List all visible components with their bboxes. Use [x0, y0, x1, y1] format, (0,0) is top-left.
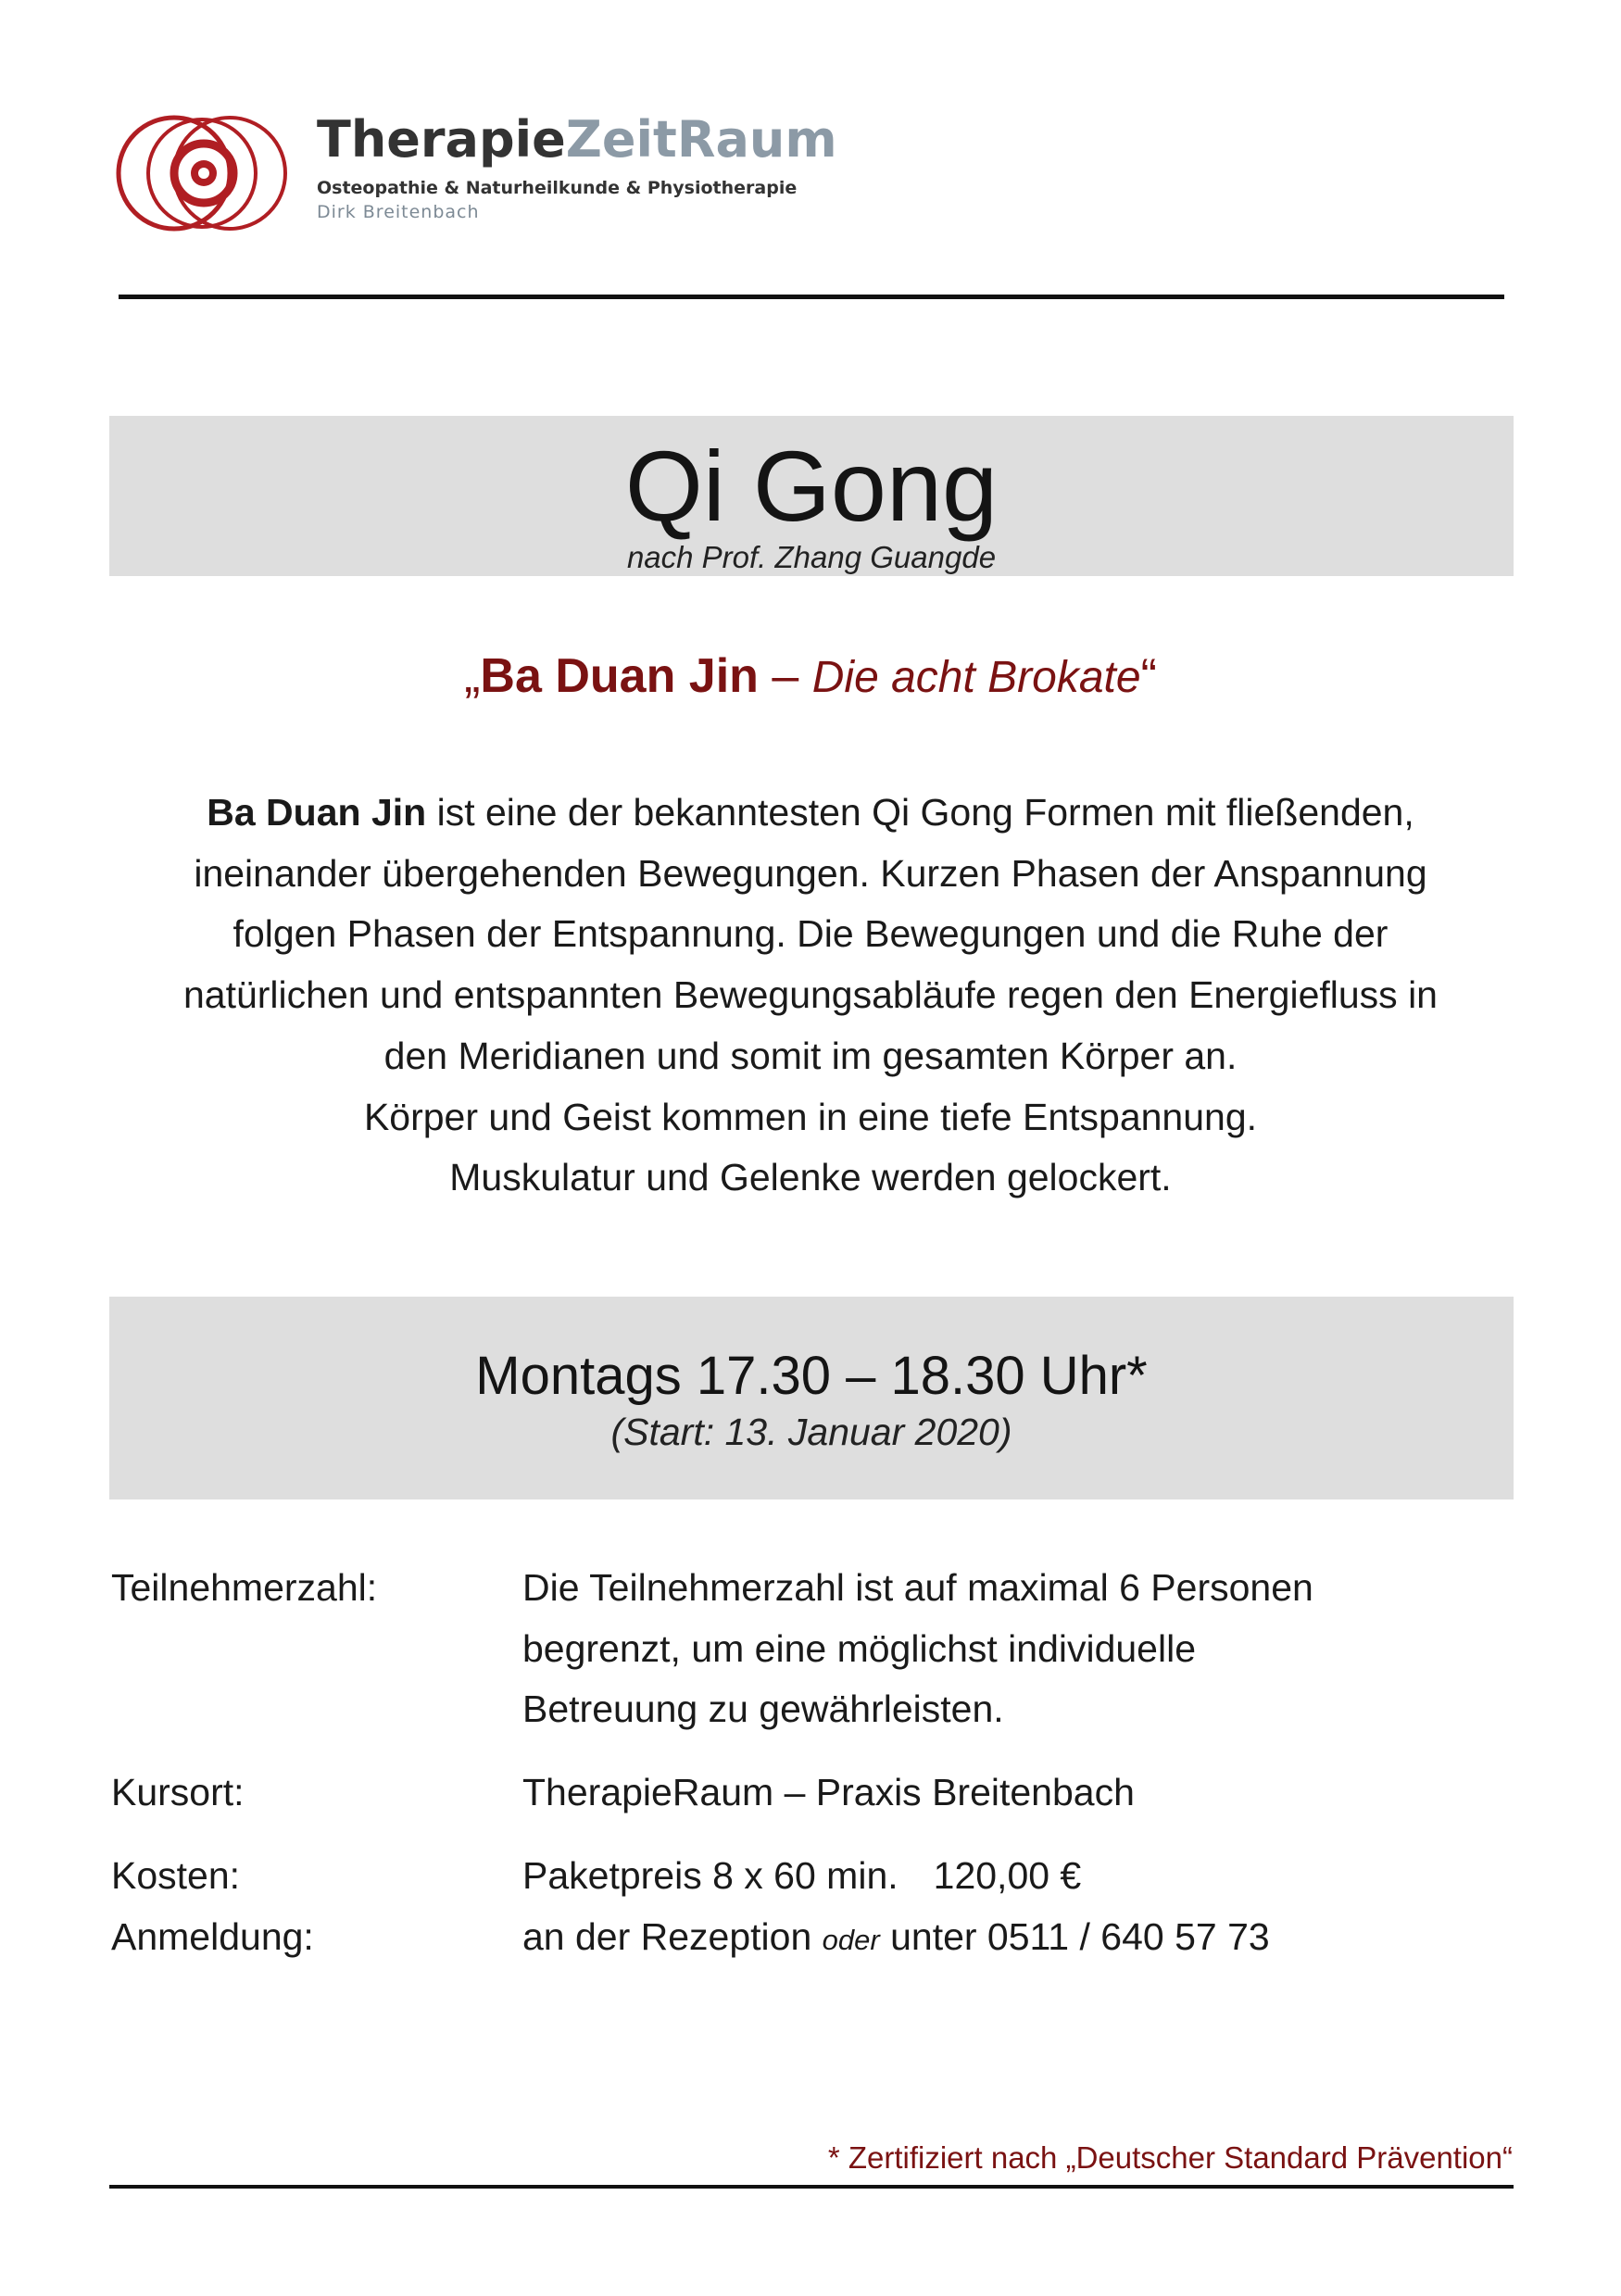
logo-text [317, 111, 837, 222]
costs-row [111, 1846, 1510, 1907]
registration-label: Anmeldung: [111, 1914, 314, 1958]
registration-value [522, 1907, 1510, 1971]
course-details [111, 1558, 1510, 1970]
registration-phone: unter 0511 / 640 57 73 [879, 1914, 1270, 1958]
costs-value [522, 1846, 1510, 1907]
form-heading-subtitle: Die acht Brokate [811, 653, 1141, 702]
circles-logo-icon [111, 111, 296, 236]
description-line: ineinander übergehenden Bewegungen. Kurzen Phasen der Anspannung [194, 851, 1427, 895]
participants-line: Die Teilnehmerzahl ist auf maximal 6 Personen [522, 1566, 1313, 1609]
form-heading-close-quote: “ [1140, 649, 1157, 703]
description [111, 783, 1510, 1209]
registration-oder: oder [822, 1923, 880, 1956]
participants-label: Teilnehmerzahl: [111, 1566, 378, 1609]
costs-package: Paketpreis 8 x 60 min. [522, 1853, 898, 1897]
participants-row [111, 1558, 1510, 1740]
logo-title-part2: ZeitRaum [565, 110, 837, 169]
certification-footnote: * Zertifiziert nach „Deutscher Standard Prävention“ [827, 2140, 1513, 2175]
schedule-time: Montags 17.30 – 18.30 Uhr* [475, 1346, 1148, 1406]
logo-title [317, 111, 837, 169]
description-line: Muskulatur und Gelenke werden gelockert. [449, 1156, 1172, 1199]
title-box [109, 416, 1514, 576]
schedule-box [109, 1297, 1514, 1499]
description-line1-rest: ist eine der bekanntesten Qi Gong Formen mit fließenden, [426, 791, 1414, 834]
top-divider [119, 295, 1504, 299]
bottom-divider [109, 2185, 1514, 2189]
logo-owner: Dirk Breitenbach [317, 202, 480, 222]
description-line [111, 783, 1510, 844]
logo [111, 93, 837, 250]
location-label: Kursort: [111, 1771, 245, 1814]
costs-label: Kosten: [111, 1853, 241, 1897]
description-line: natürlichen und entspannten Bewegungsabläufe regen den Energiefluss in [182, 973, 1438, 1017]
location-value: TherapieRaum – Praxis Breitenbach [522, 1771, 1135, 1814]
form-heading-open-quote: „ [464, 649, 481, 703]
participants-line: Betreuung zu gewährleisten. [522, 1687, 1004, 1731]
description-line: den Meridianen und somit im gesamten Körper an. [383, 1034, 1238, 1077]
form-heading [0, 648, 1621, 704]
participants-line: begrenzt, um eine möglichst individuelle [522, 1626, 1197, 1670]
logo-subtitle: Osteopathie & Naturheilkunde & Physiotherapie [317, 178, 798, 198]
description-bold-name: Ba Duan Jin [207, 791, 427, 834]
registration-part1: an der Rezeption [522, 1914, 823, 1958]
form-heading-dash: – [758, 649, 812, 703]
form-heading-name: Ba Duan Jin [480, 649, 759, 703]
logo-title-part1: Therapie [317, 110, 566, 169]
registration-row [111, 1907, 1510, 1971]
costs-amount: 120,00 € [933, 1853, 1082, 1897]
location-row [111, 1763, 1510, 1824]
schedule-start-date: (Start: 13. Januar 2020) [610, 1411, 1012, 1453]
page-subtitle: nach Prof. Zhang Guangde [626, 540, 997, 574]
page-title: Qi Gong [624, 430, 999, 542]
description-line: Körper und Geist kommen in eine tiefe Entspannung. [363, 1095, 1258, 1138]
participants-value [522, 1558, 1510, 1740]
description-line: folgen Phasen der Entspannung. Die Bewegungen und die Ruhe der [232, 912, 1389, 956]
